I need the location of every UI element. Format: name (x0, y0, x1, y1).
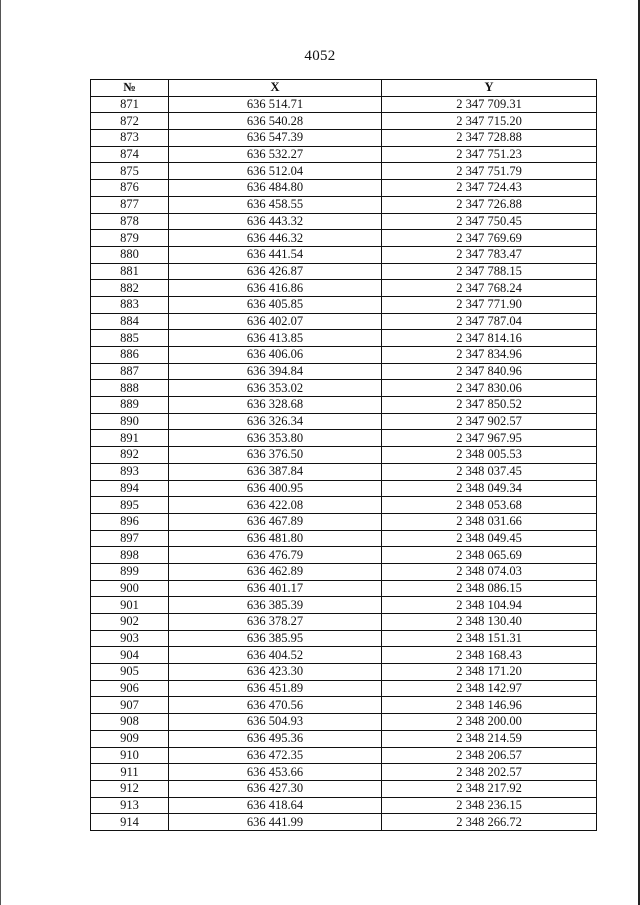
cell-x: 636 514.71 (169, 96, 382, 113)
cell-y: 2 348 130.40 (382, 614, 597, 631)
cell-y: 2 348 049.34 (382, 480, 597, 497)
cell-x: 636 453.66 (169, 764, 382, 781)
cell-number: 902 (91, 614, 169, 631)
cell-x: 636 532.27 (169, 146, 382, 163)
table-row (91, 146, 597, 163)
cell-x: 636 401.17 (169, 580, 382, 597)
cell-y: 2 348 168.43 (382, 647, 597, 664)
table-row (91, 697, 597, 714)
table-row (91, 664, 597, 681)
cell-x: 636 547.39 (169, 130, 382, 147)
cell-number: 875 (91, 163, 169, 180)
table-row (91, 497, 597, 514)
cell-x: 636 484.80 (169, 180, 382, 197)
cell-y: 2 348 065.69 (382, 547, 597, 564)
cell-y: 2 348 086.15 (382, 580, 597, 597)
cell-x: 636 495.36 (169, 730, 382, 747)
cell-x: 636 418.64 (169, 797, 382, 814)
table-row (91, 246, 597, 263)
cell-x: 636 353.80 (169, 430, 382, 447)
cell-number: 894 (91, 480, 169, 497)
table-row (91, 380, 597, 397)
table-row (91, 363, 597, 380)
cell-y: 2 347 787.04 (382, 313, 597, 330)
cell-y: 2 347 728.88 (382, 130, 597, 147)
table-row (91, 814, 597, 831)
cell-x: 636 376.50 (169, 447, 382, 464)
cell-number: 892 (91, 447, 169, 464)
cell-number: 899 (91, 563, 169, 580)
cell-number: 907 (91, 697, 169, 714)
table-row (91, 263, 597, 280)
cell-x: 636 404.52 (169, 647, 382, 664)
cell-y: 2 348 236.15 (382, 797, 597, 814)
cell-number: 886 (91, 347, 169, 364)
cell-x: 636 416.86 (169, 280, 382, 297)
cell-number: 914 (91, 814, 169, 831)
cell-x: 636 353.02 (169, 380, 382, 397)
cell-number: 883 (91, 296, 169, 313)
cell-y: 2 348 146.96 (382, 697, 597, 714)
cell-y: 2 347 967.95 (382, 430, 597, 447)
cell-x: 636 402.07 (169, 313, 382, 330)
cell-number: 904 (91, 647, 169, 664)
cell-x: 636 400.95 (169, 480, 382, 497)
table-row (91, 163, 597, 180)
table-row (91, 313, 597, 330)
cell-number: 893 (91, 463, 169, 480)
cell-x: 636 462.89 (169, 563, 382, 580)
cell-number: 906 (91, 680, 169, 697)
cell-y: 2 347 768.24 (382, 280, 597, 297)
table-row (91, 714, 597, 731)
cell-y: 2 347 771.90 (382, 296, 597, 313)
cell-y: 2 347 788.15 (382, 263, 597, 280)
table-row (91, 296, 597, 313)
cell-y: 2 347 830.06 (382, 380, 597, 397)
cell-x: 636 446.32 (169, 230, 382, 247)
cell-y: 2 348 037.45 (382, 463, 597, 480)
table-row (91, 647, 597, 664)
table-row (91, 280, 597, 297)
cell-x: 636 470.56 (169, 697, 382, 714)
table-row (91, 563, 597, 580)
cell-y: 2 348 171.20 (382, 664, 597, 681)
cell-y: 2 348 005.53 (382, 447, 597, 464)
cell-number: 909 (91, 730, 169, 747)
cell-y: 2 348 200.00 (382, 714, 597, 731)
cell-y: 2 348 142.97 (382, 680, 597, 697)
cell-number: 872 (91, 113, 169, 130)
cell-y: 2 347 750.45 (382, 213, 597, 230)
cell-x: 636 427.30 (169, 780, 382, 797)
header-number: № (91, 80, 169, 97)
cell-y: 2 347 814.16 (382, 330, 597, 347)
cell-number: 885 (91, 330, 169, 347)
table-row (91, 597, 597, 614)
cell-y: 2 347 709.31 (382, 96, 597, 113)
table-row (91, 530, 597, 547)
cell-number: 876 (91, 180, 169, 197)
table-row (91, 230, 597, 247)
cell-x: 636 423.30 (169, 664, 382, 681)
cell-x: 636 458.55 (169, 196, 382, 213)
header-x: X (169, 80, 382, 97)
cell-number: 888 (91, 380, 169, 397)
table-row (91, 347, 597, 364)
table-row (91, 747, 597, 764)
table-row (91, 614, 597, 631)
cell-number: 890 (91, 413, 169, 430)
cell-number: 873 (91, 130, 169, 147)
cell-x: 636 481.80 (169, 530, 382, 547)
table-row (91, 797, 597, 814)
cell-number: 874 (91, 146, 169, 163)
cell-x: 636 385.39 (169, 597, 382, 614)
table-row (91, 730, 597, 747)
cell-x: 636 441.54 (169, 246, 382, 263)
cell-y: 2 348 214.59 (382, 730, 597, 747)
cell-y: 2 347 783.47 (382, 246, 597, 263)
cell-y: 2 347 834.96 (382, 347, 597, 364)
table-row (91, 580, 597, 597)
cell-number: 911 (91, 764, 169, 781)
cell-number: 913 (91, 797, 169, 814)
cell-number: 897 (91, 530, 169, 547)
cell-number: 896 (91, 513, 169, 530)
cell-number: 901 (91, 597, 169, 614)
table-row (91, 630, 597, 647)
cell-number: 871 (91, 96, 169, 113)
cell-x: 636 451.89 (169, 680, 382, 697)
cell-y: 2 348 049.45 (382, 530, 597, 547)
cell-y: 2 348 151.31 (382, 630, 597, 647)
cell-x: 636 394.84 (169, 363, 382, 380)
table-row (91, 513, 597, 530)
cell-x: 636 467.89 (169, 513, 382, 530)
cell-x: 636 476.79 (169, 547, 382, 564)
cell-y: 2 348 031.66 (382, 513, 597, 530)
cell-number: 879 (91, 230, 169, 247)
table-row (91, 96, 597, 113)
table-row (91, 397, 597, 414)
cell-number: 882 (91, 280, 169, 297)
cell-x: 636 441.99 (169, 814, 382, 831)
cell-number: 881 (91, 263, 169, 280)
cell-x: 636 406.06 (169, 347, 382, 364)
cell-number: 889 (91, 397, 169, 414)
cell-x: 636 443.32 (169, 213, 382, 230)
cell-x: 636 378.27 (169, 614, 382, 631)
table-row (91, 196, 597, 213)
cell-x: 636 405.85 (169, 296, 382, 313)
cell-y: 2 347 840.96 (382, 363, 597, 380)
cell-number: 905 (91, 664, 169, 681)
cell-number: 895 (91, 497, 169, 514)
cell-x: 636 328.68 (169, 397, 382, 414)
cell-x: 636 385.95 (169, 630, 382, 647)
table-row (91, 213, 597, 230)
table-body (91, 96, 597, 830)
cell-y: 2 348 206.57 (382, 747, 597, 764)
cell-y: 2 347 751.23 (382, 146, 597, 163)
cell-y: 2 347 751.79 (382, 163, 597, 180)
cell-x: 636 422.08 (169, 497, 382, 514)
table-row (91, 780, 597, 797)
table-row (91, 130, 597, 147)
cell-y: 2 348 266.72 (382, 814, 597, 831)
cell-x: 636 387.84 (169, 463, 382, 480)
cell-x: 636 472.35 (169, 747, 382, 764)
cell-number: 912 (91, 780, 169, 797)
table-row (91, 113, 597, 130)
table-header-row (91, 80, 597, 97)
table-row (91, 547, 597, 564)
cell-number: 884 (91, 313, 169, 330)
cell-y: 2 348 217.92 (382, 780, 597, 797)
cell-y: 2 348 202.57 (382, 764, 597, 781)
cell-number: 877 (91, 196, 169, 213)
cell-number: 887 (91, 363, 169, 380)
cell-y: 2 347 902.57 (382, 413, 597, 430)
coordinates-table (90, 79, 597, 831)
page-edge-left (0, 0, 1, 905)
table-row (91, 463, 597, 480)
cell-y: 2 347 769.69 (382, 230, 597, 247)
cell-number: 880 (91, 246, 169, 263)
cell-y: 2 348 104.94 (382, 597, 597, 614)
cell-number: 900 (91, 580, 169, 597)
cell-number: 903 (91, 630, 169, 647)
cell-y: 2 347 724.43 (382, 180, 597, 197)
table-row (91, 413, 597, 430)
cell-x: 636 426.87 (169, 263, 382, 280)
cell-y: 2 347 715.20 (382, 113, 597, 130)
table-row (91, 447, 597, 464)
table-row (91, 480, 597, 497)
cell-y: 2 347 850.52 (382, 397, 597, 414)
cell-y: 2 348 074.03 (382, 563, 597, 580)
cell-number: 891 (91, 430, 169, 447)
page-number: 4052 (304, 48, 336, 64)
table-row (91, 680, 597, 697)
cell-number: 910 (91, 747, 169, 764)
table-row (91, 330, 597, 347)
cell-y: 2 348 053.68 (382, 497, 597, 514)
cell-x: 636 326.34 (169, 413, 382, 430)
cell-number: 908 (91, 714, 169, 731)
cell-y: 2 347 726.88 (382, 196, 597, 213)
table-row (91, 180, 597, 197)
cell-x: 636 504.93 (169, 714, 382, 731)
table-row (91, 430, 597, 447)
cell-x: 636 540.28 (169, 113, 382, 130)
cell-x: 636 413.85 (169, 330, 382, 347)
cell-x: 636 512.04 (169, 163, 382, 180)
cell-number: 878 (91, 213, 169, 230)
header-y: Y (382, 80, 597, 97)
table-row (91, 764, 597, 781)
cell-number: 898 (91, 547, 169, 564)
